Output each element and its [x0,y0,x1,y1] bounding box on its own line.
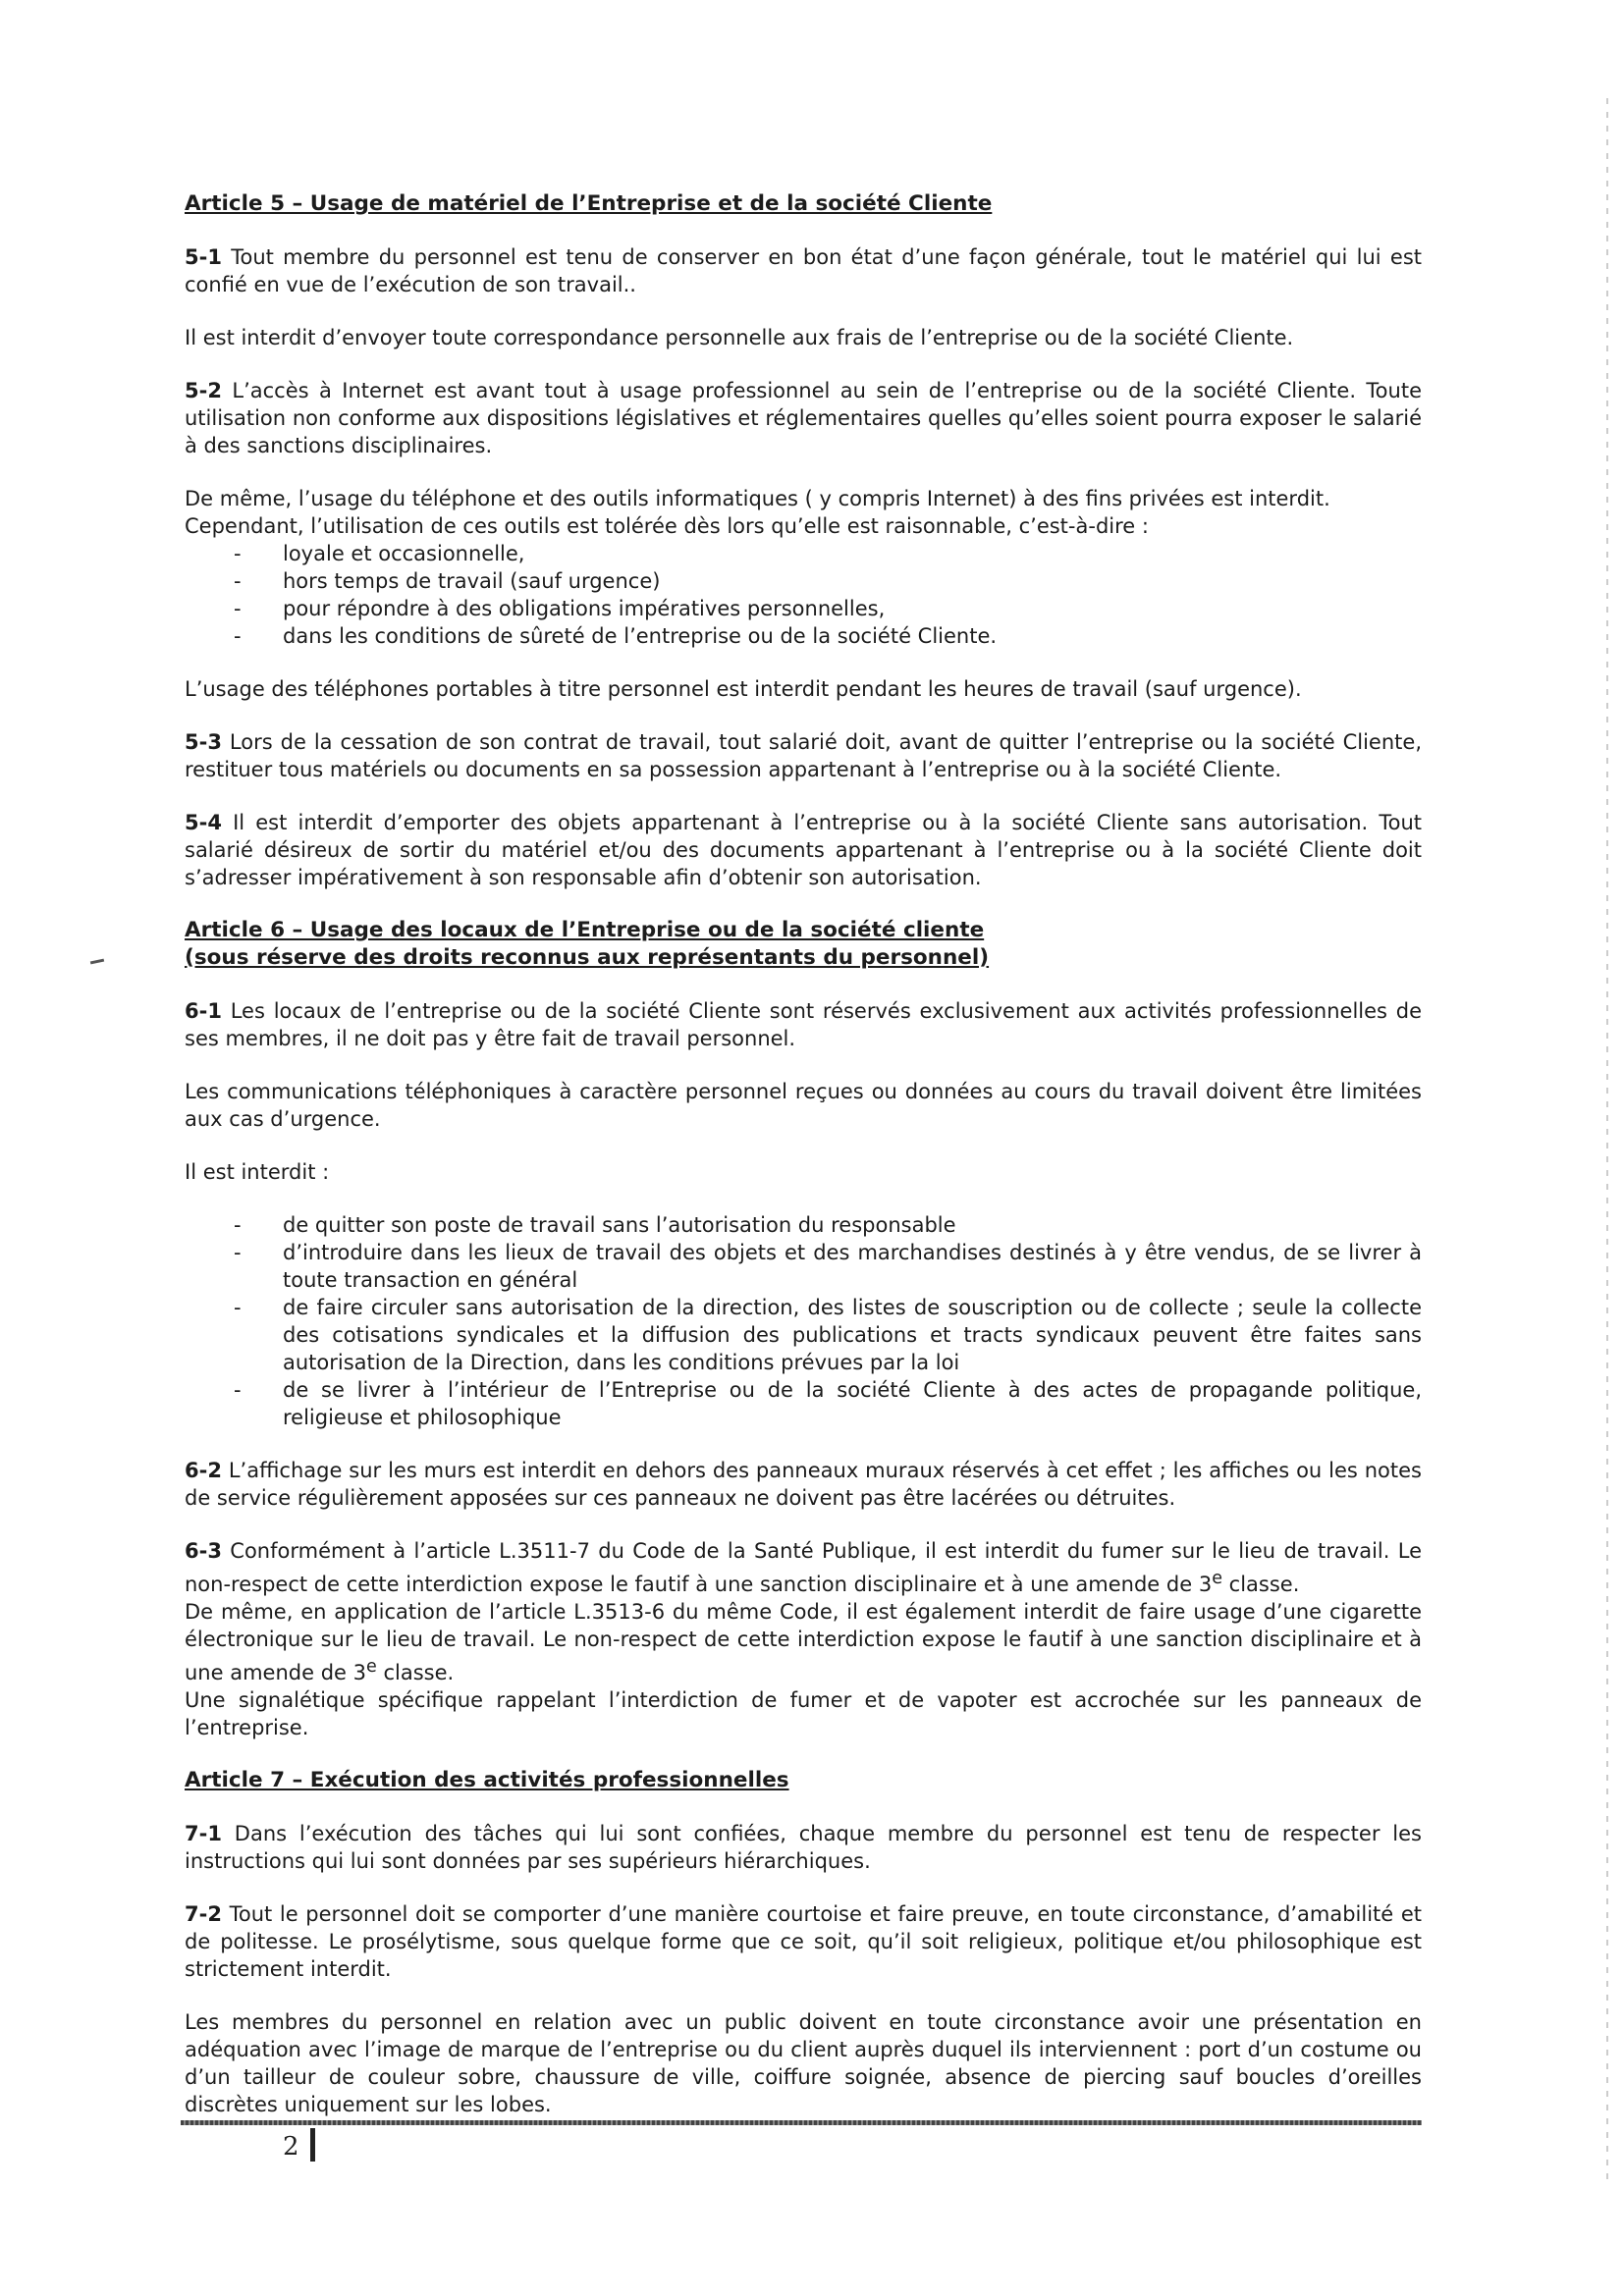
paragraph-text: Il est interdit d’emporter des objets appartenant à l’entreprise ou à la société Cliente sans autorisation. Tout salarié désireux de sortir du matériel et/ou des documents appartenant à l’entreprise ou à la société Cliente doit s’adresser impérativement à son responsable afin d’obtenir son autorisation. [185,811,1422,889]
paragraph-line: Cependant, l’utilisation de ces outils est tolérée dès lors qu’elle est raisonnable, c’est-à-dire : [185,514,1149,538]
paragraph-number: 5-3 [185,730,222,754]
scan-edge [1606,98,1608,2179]
paragraph-6-3 [185,1537,1422,1741]
list-item: - pour répondre à des obligations impératives personnelles, [185,595,1422,622]
document-body [185,190,1422,2144]
paragraph-5-2 [185,377,1422,459]
page-number-bar [310,2128,315,2162]
paragraph-text: Tout membre du personnel est tenu de conserver en bon état d’une façon générale, tout le matériel qui lui est confié en vue de l’exécution de son travail.. [185,245,1422,296]
superscript: e [1212,1569,1222,1588]
paragraph-number: 6-1 [185,999,222,1023]
paragraph-7-2 [185,1900,1422,1983]
paragraph-usage-telephone [185,485,1422,540]
paragraph-text: Lors de la cessation de son contrat de travail, tout salarié doit, avant de quitter l’entreprise ou la société Cliente, restituer tous matériels ou documents en sa possession appartenant à l’entreprise ou à la société Cliente. [185,730,1422,781]
paragraph-text: Conformément à l’article L.3511-7 du Code de la Santé Publique, il est interdit du fumer sur le lieu de travail. Le non-respect de cette interdiction expose le fautif à une sanction disciplinaire et à une amende de 3 [185,1539,1422,1596]
paragraph-correspondance: Il est interdit d’envoyer toute correspondance personnelle aux frais de l’entreprise ou de la société Cliente. [185,326,1294,349]
paragraph-6-2 [185,1457,1422,1512]
paragraph-6-1 [185,997,1422,1052]
list-item: - dans les conditions de sûreté de l’entreprise ou de la société Cliente. [185,622,1422,650]
paragraph-text: L’accès à Internet est avant tout à usage professionnel au sein de l’entreprise ou de la société Cliente. Toute utilisation non conforme aux dispositions législatives et réglementaires quelles qu’elles soient pourra exposer le salarié à des sanctions disciplinaires. [185,379,1422,457]
paragraph-number: 5-4 [185,811,222,834]
paragraph-text: classe. [376,1661,455,1684]
paragraph-line: De même, l’usage du téléphone et des outils informatiques ( y compris Internet) à des fins privées est interdit. [185,487,1330,510]
paragraph-number: 5-2 [185,379,222,402]
paragraph-number: 6-2 [185,1459,222,1482]
superscript: e [365,1657,377,1677]
paragraph-number: 5-1 [185,245,222,269]
list-item: - de quitter son poste de travail sans l’autorisation du responsable [185,1211,1422,1239]
article-7-title: Article 7 – Exécution des activités professionnelles [185,1768,789,1792]
paragraph-7-1 [185,1820,1422,1875]
list-item: - hors temps de travail (sauf urgence) [185,567,1422,595]
conditions-list [185,540,1422,650]
list-item: - de faire circuler sans autorisation de la direction, des listes de souscription ou de collecte ; seule la collecte des cotisations syndicales et la diffusion des publications et tracts syndicaux peuvent être faites sans autorisation de la Direction, dans les conditions prévues par la loi [185,1294,1422,1376]
paragraph-text: De même, en application de l’article L.3513-6 du même Code, il est également interdit de faire usage d’une cigarette électronique sur le lieu de travail. Le non-respect de cette interdiction expose le fautif à une sanction disciplinaire et à une amende de 3 [185,1600,1422,1684]
paragraph-text: Dans l’exécution des tâches qui lui sont confiées, chaque membre du personnel est tenu de respecter les instructions qui lui sont données par ses supérieurs hiérarchiques. [185,1822,1422,1873]
list-item: - d’introduire dans les lieux de travail des objets et des marchandises destinés à y être vendus, de se livrer à toute transaction en général [185,1239,1422,1294]
article-6-title [185,917,1422,972]
page-number: 2 [283,2132,299,2162]
list-item: - loyale et occasionnelle, [185,540,1422,567]
paragraph-text: classe. [1221,1573,1300,1596]
footer-divider [181,2120,1422,2125]
article-title-line: Article 6 – Usage des locaux de l’Entreprise ou de la société cliente [185,918,985,942]
paragraph-text: Une signalétique spécifique rappelant l’interdiction de fumer et de vapoter est accrochée sur les panneaux de l’entreprise. [185,1688,1422,1739]
paragraph-text: Tout le personnel doit se comporter d’une manière courtoise et faire preuve, en toute circonstance, d’amabilité et de politesse. Le prosélytisme, sous quelque forme que ce soit, qu’il soit religieux, politique et/ou philosophique est strictement interdit. [185,1902,1422,1981]
paragraph-portables: L’usage des téléphones portables à titre personnel est interdit pendant les heures de travail (sauf urgence). [185,677,1302,701]
paragraph-il-est-interdit: Il est interdit : [185,1160,330,1184]
interdictions-list [185,1211,1422,1431]
article-5-title: Article 5 – Usage de matériel de l’Entreprise et de la société Cliente [185,191,993,216]
scan-artifact [90,959,104,965]
paragraph-number: 6-3 [185,1539,222,1563]
article-title-line: (sous réserve des droits reconnus aux représentants du personnel) [185,945,990,970]
paragraph-presentation: Les membres du personnel en relation avec un public doivent en toute circonstance avoir une présentation en adéquation avec l’image de marque de l’entreprise ou du client auprès duquel ils interviennent : port d’un costume ou d’un tailleur de couleur sobre, chaussure de ville, coiffure soignée, absence de piercing sauf boucles d’oreilles discrètes uniquement sur les lobes. [185,2010,1422,2116]
paragraph-5-4 [185,809,1422,891]
paragraph-5-3 [185,728,1422,783]
paragraph-text: L’affichage sur les murs est interdit en dehors des panneaux muraux réservés à cet effet ; les affiches ou les notes de service régulièrement apposées sur ces panneaux ne doivent pas être lacérées ou détruites. [185,1459,1422,1510]
paragraph-number: 7-1 [185,1822,222,1845]
paragraph-communications: Les communications téléphoniques à caractère personnel reçues ou données au cours du travail doivent être limitées aux cas d’urgence. [185,1080,1422,1131]
paragraph-5-1 [185,243,1422,298]
list-item: - de se livrer à l’intérieur de l’Entreprise ou de la société Cliente à des actes de propagande politique, religieuse et philosophique [185,1376,1422,1431]
paragraph-number: 7-2 [185,1902,222,1926]
paragraph-text: Les locaux de l’entreprise ou de la société Cliente sont réservés exclusivement aux activités professionnelles de ses membres, il ne doit pas y être fait de travail personnel. [185,999,1422,1050]
